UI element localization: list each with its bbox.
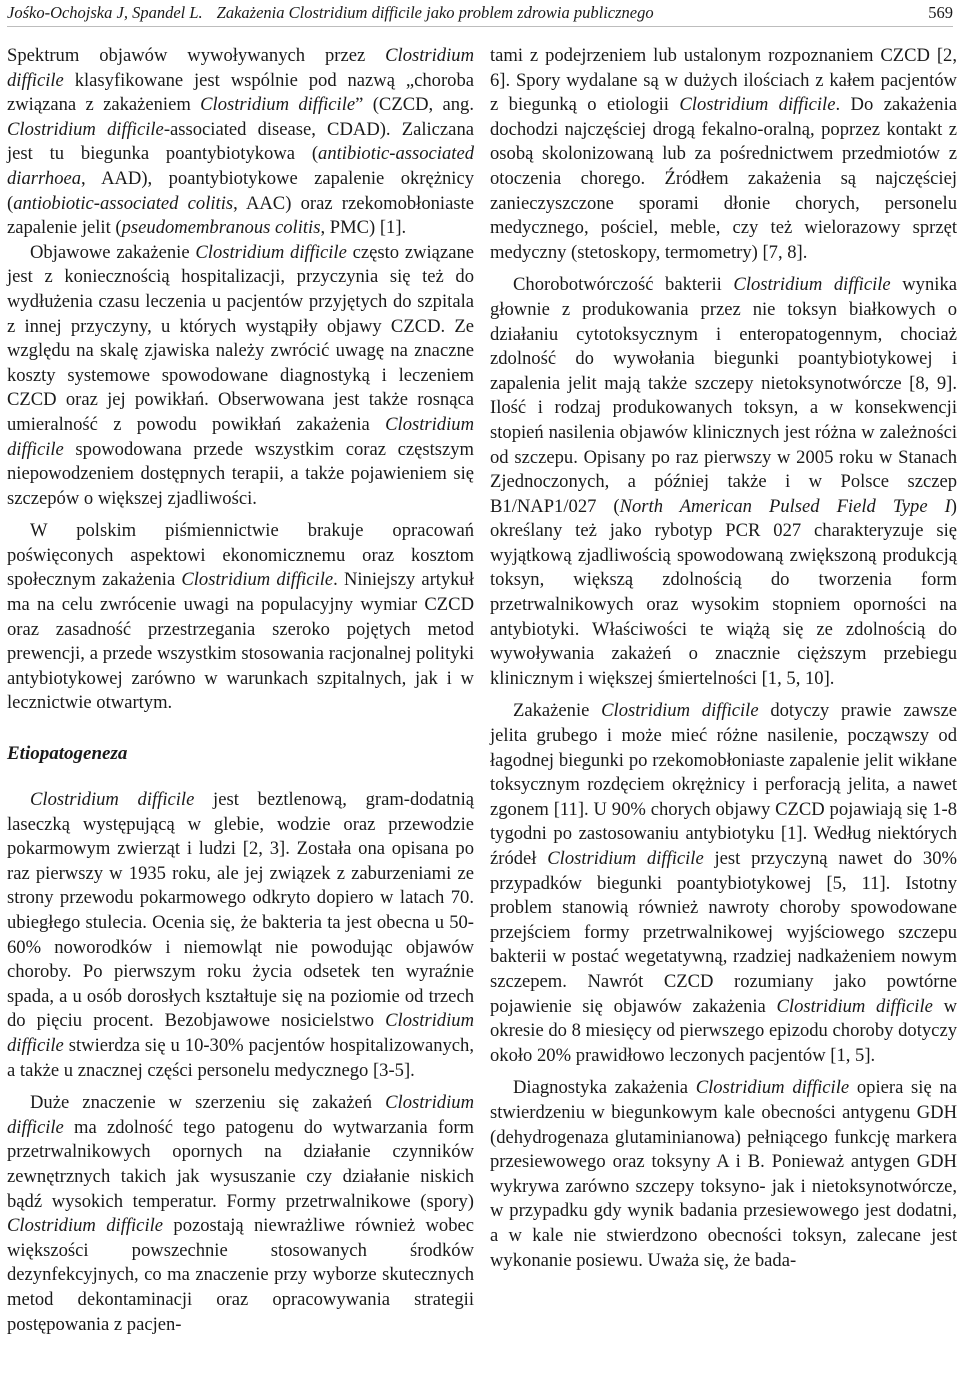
paragraph [7, 788, 474, 1083]
paragraph [7, 1091, 474, 1337]
italic-term: Clostridium difficile [7, 45, 474, 91]
right-column [490, 44, 957, 1273]
italic-term: Clostridium difficile [776, 995, 933, 1017]
italic-term: Clostridium difficile [547, 848, 704, 869]
italic-term: Clostridium difficile [695, 1077, 850, 1099]
text-run: wynika głownie z produkowania przez nie toksyn białkowych o działaniu cytotoksycznym i enteropatogennym, chociaż zdolność do wywołania biegunki poantybiotykowej i zapalenia jelit mają także szczepy nietoksynotwórcze [8, 9]. Ilość i rodzaj produkowanych toksyn, a w konsekwencji stopień nasilenia objawów klinicznych jest różna w zależności od szczepu. Opisany po raz pierwszy w 2005 roku w Stanach Zjednoczonych, a później także i w Polsce szczep B1/NAP1/027 ( [490, 274, 957, 517]
text-run: -associated disease, CDAD). Zaliczana jest tu biegunka poantybiotykowa ( [7, 118, 474, 165]
text-run: Diagnostyka zakażenia [513, 1077, 696, 1099]
text-run: jest beztlenową, gram-dodatnią laseczką występującą w glebie, wodzie oraz przewodzie pokarmowym zwierząt i ludzi [2, 3]. Została ona opisana po raz pierwszy w 1935 roku, ale jej związek z zaburzeniami ze strony przewodu pokarmowego odkryto dopiero w latach 70. ubiegłego stulecia. Ocenia się, że bakteria ta jest obecna u 50-60% noworodków i niemowląt nie powodując objawów choroby. Po pierwszym roku życia odsetek ten wyraźnie spada, a u osób dorosłych kształtuje się na poziomie od trzech do pięciu procent. Bezobjawowe nosicielstwo [7, 789, 474, 1032]
text-run: Chorobotwórczość bakterii [513, 274, 734, 296]
italic-term: Clostridium difficile [601, 700, 759, 722]
text-run: , AAC) oraz rzekomobłoniaste zapalenie jelit ( [7, 192, 474, 239]
paragraph [490, 44, 957, 265]
text-run: stwierdza się u 10-30% pacjentów hospitalizowanych, a także u znacznej części personelu medycznego [3-5]. [7, 1034, 474, 1081]
italic-term: Clostridium difficile [7, 118, 164, 140]
running-header [7, 0, 953, 27]
italic-term: North American Pulsed Field Type I [619, 495, 951, 517]
text-run: ma zdolność tego patogenu do wytwarzania form przetrwalnikowych opornych na działanie czynników zewnętrznych takich jak wysuszanie czy działanie niskich bądź wysokich temperatur. Formy przetrwalnikowe (spory) [7, 1116, 474, 1212]
italic-term: antibiotic-associated diarrhoea [7, 143, 474, 189]
italic-term: Clostridium difficile [7, 1092, 474, 1138]
left-column [7, 44, 474, 1337]
paragraph [490, 1076, 957, 1273]
italic-term: Clostridium difficile [181, 569, 334, 591]
text-run: W polskim piśmiennictwie brakuje opracowań poświęconych aspektowi ekonomicznemu oraz kosztom społecznym zakażenia [7, 520, 474, 591]
paragraph [490, 273, 957, 691]
italic-term: Clostridium difficile [30, 789, 195, 811]
author-line: Jośko-Ochojska J, Spandel L. [7, 3, 203, 22]
text-run: , PMC) [1]. [320, 217, 407, 239]
text-run: Zakażenie [513, 700, 602, 722]
paragraph [7, 44, 474, 241]
text-run: dotyczy prawie zawsze jelita grubego i może mieć różne nasilenie, począwszy od łagodnej biegunki po rzekomobłoniaste zapalenie jelit wikłane toksycznym rozdęciem okrężnicy i perforacją jelita, a nawet zgonem [11]. U 90% chorych objawy CZCD pojawiają się 1-8 tygodni po zastosowaniu antybiotyku [1]. Według niektórych źródeł [490, 700, 957, 869]
page-number: 569 [928, 3, 953, 22]
text-run: pozostają niewrażliwe również wobec większości powszechnie stosowanych środków dezynfekcyjnych, co ma znaczenie przy wyborze skutecznych metod dekontaminacji oraz opracowywania strategii postępowania z pacjen- [7, 1215, 474, 1335]
text-run: tami z podejrzeniem lub ustalonym rozpoznaniem CZCD [2, 6]. Spory wydalane są w dużych ilościach z kałem pacjentów z biegunką o etiologii [490, 45, 957, 116]
text-run: ” (CZCD, ang. [355, 94, 475, 116]
italic-term: Clostridium difficile [679, 94, 836, 116]
text-run: klasyfikowane jest wspólnie pod nazwą „choroba związana z zakażeniem [7, 69, 474, 116]
italic-term: antiobiotic-associated colitis [13, 192, 234, 214]
italic-term: Clostridium difficile [7, 413, 474, 460]
section-heading: Etiopatogeneza [7, 743, 128, 765]
italic-term: Clostridium difficile [195, 241, 347, 263]
italic-term: Clostridium difficile [733, 274, 891, 296]
paragraph [490, 699, 957, 1068]
text-run: Duże znaczenie w szerzeniu się zakażeń [30, 1092, 386, 1114]
paragraph [7, 241, 474, 512]
text-run: w okresie do 8 miesięcy od pierwszego epizodu choroby dotyczy około 20% prawidłowo leczonych pacjentów [1, 5]. [490, 995, 958, 1066]
italic-term: Clostridium difficile [200, 94, 356, 116]
text-run: , AAD), poantybiotykowe zapalenie okrężnicy ( [7, 167, 474, 214]
text-run: spowodowana przede wszystkim coraz częstszym niepowodzeniem dostępnych terapii, a także pojawieniem się szczepów o większej zjadliwości. [7, 438, 474, 509]
paragraph [7, 519, 474, 716]
text-run: opiera się na stwierdzeniu w biegunkowym kale obecności antygenu GDH (dehydrogenaza glutaminianowa) pełniącego funkcję markera przesiewowego oraz toksyny A i B. Ponieważ antygen GDH wykrywa zarówno szczepy toksyno- jak i nietoksynotwórcze, w przypadku gdy wynik badania przesiewowego jest dodatni, a w kale nie stwierdzono obecności toksyn, zalecane jest wykonanie posiewu. Uważa się, że bada- [490, 1077, 957, 1271]
text-run: Objawowe zakażenie [30, 241, 196, 263]
text-run: ) określany też jako rybotyp PCR 027 charakteryzuje się wyjątkową zjadliwością spowodowaną zwiększoną produkcją toksyn, większą zdolnością do tworzenia form przetrwalnikowych oraz wysokim stopniem oporności na antybiotyki. Właściwości te wiążą się ze zdolnością do wywoływania zakażeń o znacznie cięższym przebiegu klinicznym i większej śmiertelności [1, 5, 10]. [490, 495, 957, 689]
running-header-text [7, 2, 654, 24]
article-title: Zakażenia Clostridium difficile jako problem zdrowia publicznego [216, 3, 654, 22]
text-run: często związane jest z koniecznością hospitalizacji, przyczynia się też do wydłużenia czasu leczenia u pacjentów przyjętych do szpitala z innej przyczyny, u których wystąpiły objawy CZCD. Ze względu na skalę zjawiska należy zwrócić uwagę na znaczne koszty systemowe spowodowane diagnostyką i leczeniem CZCD oraz jej powikłań. Obserwowana jest także rosnąca umieralność z powodu powikłań zakażenia [7, 241, 474, 435]
text-run: . Niniejszy artykuł ma na celu zwrócenie uwagi na populacyjny wymiar CZCD oraz zasadność przestrzegania szeroko pojętych metod prewencji, a przede wszystkim stosowania racjonalnej polityki antybiotykowej zarówno w warunkach szpitalnych, jak i w lecznictwie otwartym. [7, 569, 474, 714]
italic-term: pseudomembranous colitis [121, 217, 321, 239]
italic-term: Clostridium difficile [7, 1215, 164, 1237]
text-run: jest przyczyną nawet do 30% przypadków biegunki poantybiotykowej [5, 11]. Istotny problem stanowią również nawroty choroby spowodowane przejściem formy przetrwalnikowej wyjściowego szczepu bakterii w postać wegetatywną, rzadziej nadkażeniem nowym szczepem. Nawrót CZCD rozumiany jako powtórne pojawienie się objawów zakażenia [490, 848, 957, 1017]
text-run: . Do zakażenia dochodzi najczęściej drogą fekalno-oralną, poprzez kontakt z osobą skolonizowaną lub za pośrednictwem przedmiotów z otoczenia chorego. Źródłem zakażenia są najczęściej zanieczyszczone sporami dłonie chorych, personelu medycznego, pościel, meble, czy też wielorazowy sprzęt medyczny (stetoskopy, termometry) [7, 8]. [490, 94, 957, 263]
text-run: Spektrum objawów wywoływanych przez [7, 45, 386, 66]
italic-term: Clostridium difficile [7, 1010, 474, 1056]
